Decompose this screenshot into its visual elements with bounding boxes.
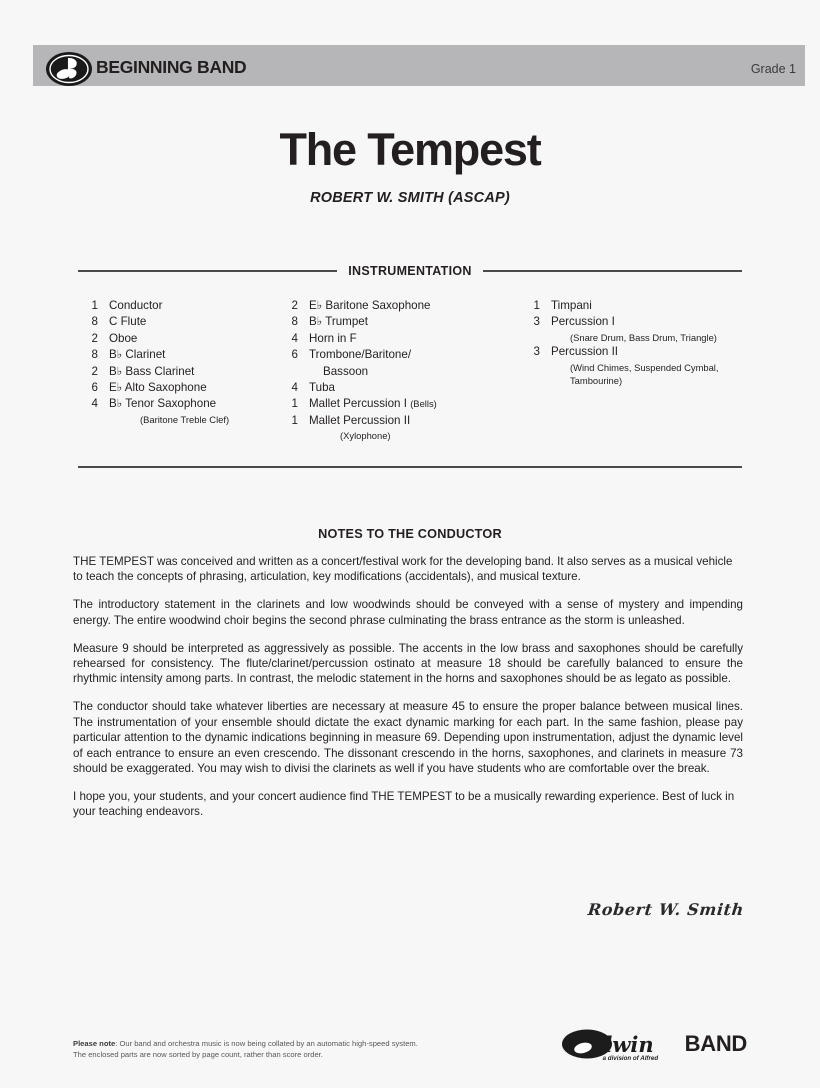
instrument-name: E♭ Alto Saxophone: [109, 381, 207, 395]
instrument-qty: 6: [91, 381, 98, 395]
notes-paragraph: I hope you, your students, and your concert audience find THE TEMPEST to be a musically rewarding experience. Best of luck in your teaching endeavors.: [73, 789, 735, 819]
instrument-name: Conductor: [109, 299, 163, 312]
instrument-name: Percussion II: [551, 345, 619, 359]
notes-paragraph: The conductor should take whatever liberties are necessary at measure 45 to ensure the proper balance between musical lines. The instrumentation of your ensemble should dictate the exact dynamic marking for each part. In the same fashion, please pay particular attention to the dynamic indications beginning in measure 69. Depending upon instrumentation, adjust the dynamic level of each entrance to ensure an even crescendo. The dissonant crescendo in the horns, saxophones, and clarinets in measure 73 should be exaggerated. You may wish to divisi the clarinets as well if you have students who are comfortable over the break.: [73, 700, 743, 775]
instrument-qty: 1: [291, 413, 298, 427]
instrument-row: [278, 314, 520, 330]
belwin-script-text: elwin: [590, 1032, 654, 1057]
instrument-row: [278, 380, 520, 396]
instrument-subnote: (Wind Chimes, Suspended Cymbal,: [570, 361, 719, 373]
instrument-subnote: (Baritone Treble Clef): [140, 413, 230, 425]
instrument-inline-subnote: (Bells): [410, 398, 437, 410]
instrument-qty: 4: [91, 397, 98, 411]
instrument-qty: 3: [533, 315, 540, 329]
instrument-row: [278, 413, 520, 429]
instrumentation-heading-rule: [78, 264, 742, 278]
instrument-subnote: (Xylophone): [340, 430, 391, 442]
instrumentation-column-2: [278, 298, 520, 443]
instrument-name-text: Mallet Percussion I: [309, 397, 407, 411]
instrument-name: [298, 396, 437, 412]
rule-left: [78, 270, 337, 272]
instrument-row: [278, 396, 520, 412]
instrument-row: [78, 347, 278, 363]
page-title: The Tempest: [279, 124, 541, 175]
instrument-qty: 2: [91, 331, 98, 345]
instrument-qty: 8: [91, 348, 98, 362]
instrument-name: Tuba: [309, 381, 335, 395]
instrument-row: [520, 298, 770, 314]
notes-paragraph: Measure 9 should be interpreted as aggressively as possible. The accents in the low brass and saxophones should be carefully rehearsed for consistency. The flute/clarinet/percussion ostinato at measure 18 should be carefully balanced to ensure the rhythmic intensity among parts. In contrast, the melodic statement in the horns and saxophones should be as legato as possible.: [73, 641, 743, 686]
instrument-qty: 6: [291, 348, 298, 362]
series-title: BEGINNING BAND: [96, 57, 247, 77]
instrument-subnote-line2: Tambourine): [570, 375, 623, 387]
instrument-row: [78, 396, 278, 412]
instrument-qty: 1: [91, 299, 98, 312]
instrument-qty: 3: [533, 345, 540, 359]
instrument-name: Timpani: [551, 299, 592, 312]
instrument-row: [78, 331, 278, 347]
instrument-subnote: (Snare Drum, Bass Drum, Triangle): [570, 331, 717, 343]
instrument-name: Percussion I: [551, 315, 615, 329]
rule-right: [483, 270, 742, 272]
instrumentation-bottom-rule: [78, 466, 742, 468]
instrument-row: [78, 364, 278, 380]
collation-note: [73, 1039, 473, 1060]
instrument-name: B♭ Trumpet: [309, 315, 368, 329]
belwin-b-note-icon: [45, 49, 93, 89]
composer-signature: Robert W. Smith: [587, 900, 745, 919]
notes-body: [73, 554, 743, 832]
instrument-qty: 8: [91, 315, 98, 329]
belwin-band-word: BAND: [684, 1031, 747, 1056]
instrument-row: [78, 314, 278, 330]
belwin-band-logo: [561, 1027, 747, 1061]
notes-paragraph: The introductory statement in the clarinets and low woodwinds should be conveyed with a sense of mystery and impending energy. The entire woodwind choir begins the second phrase culminating the brass entrance as the storm is unleashed.: [73, 598, 743, 627]
grade-label: Grade 1: [750, 62, 796, 76]
instrument-qty: 4: [291, 381, 298, 395]
instrument-row: [78, 380, 278, 396]
instrument-name: E♭ Baritone Saxophone: [309, 299, 431, 312]
instrumentation-column-1: [78, 298, 278, 443]
instrument-qty: 2: [291, 299, 298, 312]
instrument-name: Oboe: [109, 331, 138, 345]
instrument-name: Horn in F: [309, 331, 357, 345]
instrument-row: [78, 298, 278, 314]
instrument-qty: 1: [533, 299, 540, 312]
instrument-qty: 8: [291, 315, 298, 329]
instrument-name: Mallet Percussion II: [309, 413, 411, 427]
instrument-row: [278, 331, 520, 347]
instrumentation-heading: INSTRUMENTATION: [348, 264, 472, 278]
instrument-row: [278, 347, 520, 363]
instrument-name-continuation: Bassoon: [323, 364, 369, 378]
instrument-row: [520, 344, 770, 360]
instrument-name: Trombone/Baritone/: [309, 348, 412, 362]
instrument-name: C Flute: [109, 315, 147, 329]
instrument-qty: 2: [91, 364, 98, 378]
instrument-name: B♭ Tenor Saxophone: [109, 397, 217, 411]
instrumentation-column-3: [520, 298, 770, 443]
instrumentation-list: [78, 298, 778, 443]
collation-note-bold: Please note: [73, 1039, 116, 1048]
instrument-row: [278, 298, 520, 314]
instrument-row: [520, 314, 770, 330]
instrument-qty: 1: [291, 397, 298, 411]
collation-note-line1: : Our band and orchestra music is now being collated by an automatic high-speed system.: [115, 1039, 418, 1048]
notes-heading: NOTES TO THE CONDUCTOR: [318, 527, 502, 541]
instrument-qty: 4: [291, 331, 298, 345]
notes-paragraph: THE TEMPEST was conceived and written as a concert/festival work for the developing band. It also serves as a musical vehicle to teach the concepts of phrasing, articulation, key modifications (accidentals), and musical texture.: [73, 555, 733, 584]
collation-note-line2: The enclosed parts are now sorted by page count, rather than score order.: [73, 1049, 323, 1059]
instrument-name: B♭ Clarinet: [109, 348, 166, 362]
instrument-name: B♭ Bass Clarinet: [109, 364, 195, 378]
belwin-tagline: a division of Alfred: [602, 1055, 659, 1062]
belwin-script-mark: [561, 1027, 679, 1061]
composer-credit: ROBERT W. SMITH (ASCAP): [310, 190, 510, 206]
